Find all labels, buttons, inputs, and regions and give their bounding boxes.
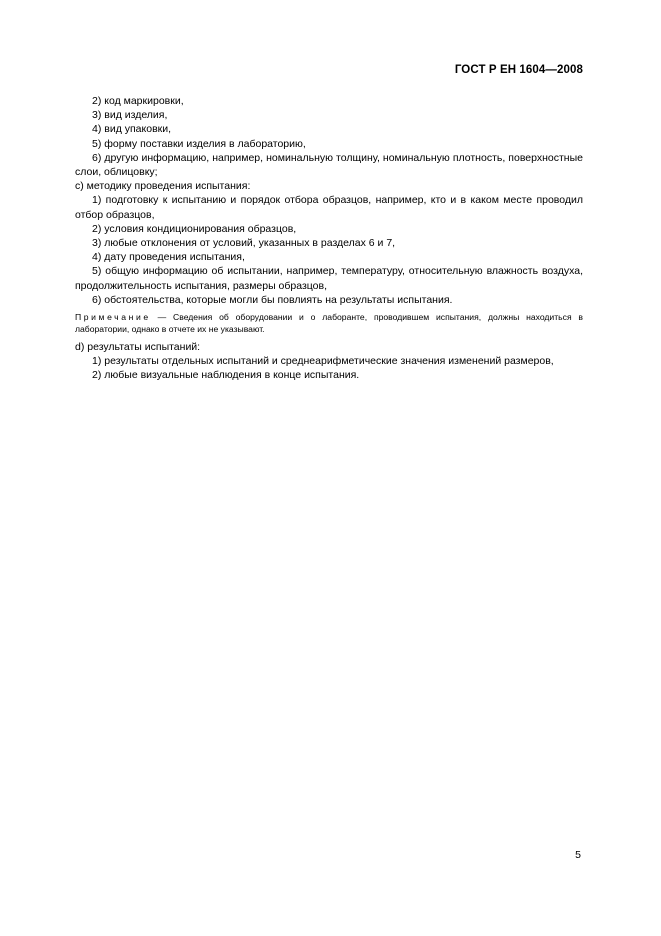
section-heading-c: с) методику проведения испытания:	[75, 180, 251, 193]
list-item: 3) любые отклонения от условий, указанных в разделах 6 и 7,	[92, 237, 396, 250]
list-item: 5) общую информацию об испытании, например, температуру, относительную влажность воздуха, продолжительность испытания, размеры образцов,	[75, 265, 583, 292]
note-text: — Сведения об оборудовании и о лаборанте, проводившем испытания, должны находиться в лаборатории, однако в отчете их не указывают.	[75, 312, 583, 334]
list-item: 6) другую информацию, например, номинальную толщину, номинальную плотность, поверхностные слои, облицовку;	[75, 151, 583, 179]
list-item: 1) результаты отдельных испытаний и среднеарифметические значения изменений размеров,	[92, 355, 554, 368]
list-item: 6) обстоятельства, которые могли бы повлиять на результаты испытания.	[92, 293, 453, 306]
document-body	[75, 94, 583, 383]
note	[75, 312, 583, 335]
note-label: Примечание	[75, 312, 151, 323]
list-item: 2) условия кондиционирования образцов,	[92, 222, 297, 235]
list-item: 4) вид упаковки,	[92, 123, 172, 136]
list-item: 2) любые визуальные наблюдения в конце испытания.	[92, 369, 360, 382]
list-item: 1) подготовку к испытанию и порядок отбора образцов, например, кто и в каком месте проводил отбор образцов,	[75, 194, 583, 221]
list-item: 4) дату проведения испытания,	[92, 251, 245, 264]
list-item: 5) форму поставки изделия в лабораторию,	[92, 137, 306, 150]
section-heading-d: d) результаты испытаний:	[75, 341, 201, 354]
document-code: ГОСТ Р ЕН 1604—2008	[454, 64, 583, 76]
page-number: 5	[575, 849, 581, 861]
list-item: 2) код маркировки,	[92, 95, 184, 107]
list-item: 3) вид изделия,	[92, 109, 168, 122]
